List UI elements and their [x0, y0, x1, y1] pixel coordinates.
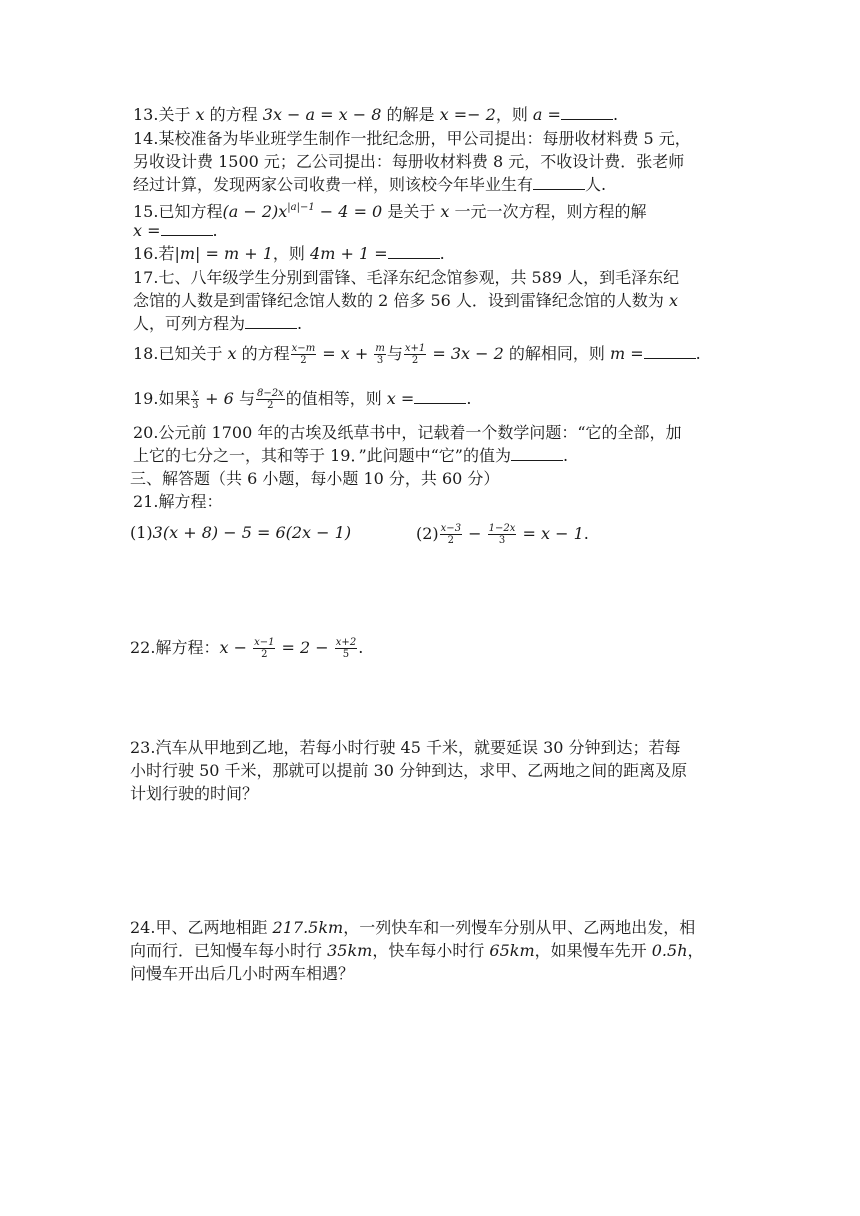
- question-24-line-1: [130, 918, 695, 938]
- q13-tail: =: [542, 105, 561, 124]
- q19-fraction-1: $\frac{x}{3}$: [192, 388, 199, 411]
- question-17-line-2: [133, 291, 678, 311]
- question-17-line-1: 17.七、八年级学生分别到雷锋、毛泽东纪念馆参观，共 589 人，到毛泽东纪: [133, 268, 680, 287]
- q13-text-a: 13.关于: [133, 105, 196, 124]
- q13-text-c: 的解是: [381, 105, 440, 124]
- q24-text-a: 24.甲、乙两地相距: [130, 918, 273, 937]
- q18-fraction-1: $\frac{x-m}{2}$: [291, 343, 316, 366]
- q18-mid-1: = x +: [317, 344, 374, 363]
- question-14-line-3: [133, 175, 606, 195]
- q16-end: .: [439, 244, 445, 263]
- q19-fraction-2: $\frac{8-2x}{2}$: [256, 388, 284, 411]
- q13-text-b: 的方程: [204, 105, 263, 124]
- question-21-title: 21.解方程：: [133, 492, 223, 511]
- question-15-line-2: [133, 221, 218, 241]
- q21-p2-label: (2): [416, 524, 439, 543]
- q19-text-c: 的值相等，则: [285, 389, 387, 408]
- answer-blank: [388, 244, 440, 259]
- q19-end: .: [466, 389, 472, 408]
- q18-fraction-2: $\frac{m}{3}$: [375, 343, 385, 366]
- q16-text-b: ，则: [272, 244, 311, 263]
- q24-text-b: ，一列快车和一列慢车分别从甲、乙两地出发，相: [343, 918, 696, 937]
- question-20-line-2: [133, 446, 568, 466]
- q15-text-a: 15.已知方程: [133, 202, 223, 221]
- q20-line2-text: 上它的七分之一，其和等于 19．”此问题中“它”的值为: [133, 446, 511, 465]
- section-heading: 三、解答题（共 6 小题，每小题 10 分，共 60 分）: [130, 469, 500, 488]
- question-15-line-1: [133, 198, 647, 222]
- q16-equation: |m| = m + 1: [174, 244, 273, 263]
- question-16: [133, 244, 445, 264]
- q17-line3-text: 人，可列方程为: [133, 314, 246, 333]
- q13-text-d: ，则: [495, 105, 533, 124]
- q22-mid: = 2 −: [276, 638, 334, 657]
- question-14-line-2: 另收设计费 1500 元；乙公司提出：每册收材料费 8 元，不收设计费．张老师: [133, 152, 685, 171]
- q13-equation: 3x − a = x − 8: [262, 105, 382, 124]
- q22-fraction-1: $\frac{x-1}{2}$: [254, 637, 275, 660]
- q15-base: (a − 2)x: [222, 202, 288, 221]
- q18-var: x: [227, 344, 237, 363]
- q15-line2-var: x =: [133, 221, 161, 240]
- q14-line3-text: 经过计算，发现两家公司收费一样，则该校今年毕业生有: [133, 175, 534, 194]
- answer-blank: [644, 344, 696, 359]
- q15-text-b: 是关于: [382, 202, 441, 221]
- answer-blank: [161, 221, 213, 236]
- q21-p2-minus: −: [463, 524, 487, 543]
- q14-line3-end: 人.: [585, 175, 607, 194]
- question-19: [133, 388, 471, 411]
- q17-end: .: [297, 314, 303, 333]
- answer-blank: [561, 105, 613, 120]
- q21-p2-rest: = x − 1: [517, 524, 584, 543]
- q21-p1-equation: 3(x + 8) − 5 = 6(2x − 1): [152, 523, 352, 542]
- question-13: [133, 105, 618, 125]
- q13-solution: x =− 2: [439, 105, 496, 124]
- q21-p1-label: (1): [130, 523, 153, 542]
- q17-var: x: [668, 291, 679, 310]
- q15-var: x: [440, 202, 450, 221]
- q18-mid-2: = 3x − 2: [427, 344, 504, 363]
- q24-head-start: 0.5h: [651, 941, 688, 960]
- q18-text-d: 的解相同，则: [503, 344, 610, 363]
- q22-lhs: x −: [219, 638, 253, 657]
- q16-text-a: 16.若: [133, 244, 175, 263]
- question-18: [133, 343, 701, 366]
- q13-var-x: x: [195, 105, 205, 124]
- q21-p2-fraction-1: $\frac{x-3}{2}$: [440, 523, 462, 546]
- question-23-line-1: 23.汽车从甲地到乙地，若每小时行驶 45 千米，就要延误 30 分钟到达；若每: [130, 738, 681, 757]
- q22-fraction-2: $\frac{x+2}{5}$: [335, 637, 357, 660]
- question-24-line-3: 问慢车开出后几小时两车相遇？: [130, 964, 355, 983]
- q19-tail: x =: [386, 389, 415, 408]
- q24-slow-speed: 35km: [327, 941, 373, 960]
- question-23-line-3: 计划行驶的时间？: [130, 784, 259, 803]
- answer-blank: [511, 446, 563, 461]
- q24-line2-a: 向而行．已知慢车每小时行: [130, 941, 328, 960]
- q24-line2-d: ，: [687, 941, 704, 960]
- question-24-line-2: [130, 941, 704, 961]
- q18-fraction-3: $\frac{x+1}{2}$: [404, 343, 426, 366]
- q19-text-b: 与: [233, 389, 255, 408]
- q15-rest: − 4 = 0: [314, 202, 383, 221]
- question-22: [130, 637, 363, 660]
- q24-line2-c: ，如果慢车先开: [534, 941, 652, 960]
- q22-text-a: 22.解方程：: [130, 638, 220, 657]
- q16-expression: 4m + 1 =: [310, 244, 388, 263]
- q24-line2-b: ，快车每小时行: [372, 941, 490, 960]
- q13-end: .: [612, 105, 619, 124]
- q20-end: .: [563, 446, 569, 465]
- q24-fast-speed: 65km: [489, 941, 535, 960]
- q15-end: .: [212, 221, 218, 240]
- q15-exponent: |a|−1: [287, 202, 315, 213]
- answer-blank: [414, 389, 466, 404]
- q18-text-a: 18.已知关于: [133, 344, 228, 363]
- q15-text-c: 一元一次方程，则方程的解: [449, 202, 647, 221]
- q19-mid: + 6: [200, 389, 234, 408]
- q18-text-c: 与: [386, 344, 403, 363]
- q13-var-a: a: [532, 105, 543, 124]
- question-14-line-1: 14.某校准备为毕业班学生制作一批纪念册，甲公司提出：每册收材料费 5 元，: [133, 129, 691, 148]
- question-21-part-1: [130, 523, 351, 543]
- q22-end: .: [358, 638, 364, 657]
- answer-blank: [533, 175, 585, 190]
- q17-line2-text: 念馆的人数是到雷锋纪念馆人数的 2 倍多 56 人．设到雷锋纪念馆的人数为: [133, 291, 669, 310]
- q18-tail: m =: [610, 344, 644, 363]
- q18-end: .: [695, 344, 701, 363]
- question-17-line-3: [133, 314, 302, 334]
- question-21-part-2: [416, 523, 589, 546]
- question-23-line-2: 小时行驶 50 千米，那就可以提前 30 分钟到达，求甲、乙两地之间的距离及原: [130, 761, 688, 780]
- answer-blank: [245, 314, 297, 329]
- question-20-line-1: 20.公元前 1700 年的古埃及纸草书中，记载着一个数学问题：“它的全部，加: [133, 423, 682, 442]
- q18-text-b: 的方程: [236, 344, 290, 363]
- q24-distance: 217.5km: [272, 918, 344, 937]
- q21-p2-end: .: [583, 524, 589, 543]
- q19-text-a: 19.如果: [133, 389, 191, 408]
- q21-p2-fraction-2: $\frac{1-2x}{3}$: [488, 523, 516, 546]
